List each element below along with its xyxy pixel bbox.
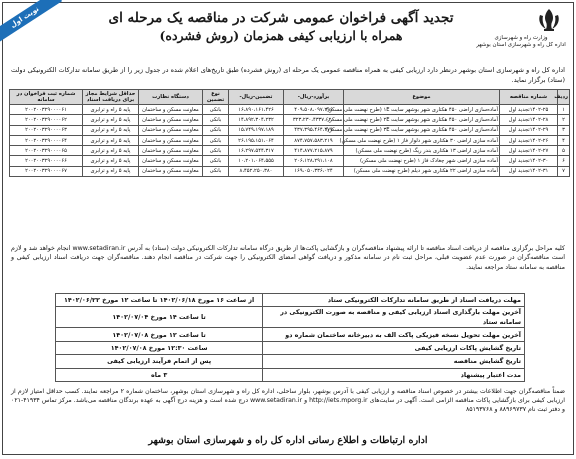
intro-paragraph: اداره کل راه و شهرسازی استان بوشهر درنظر دارد ارزیابی کیفی به همراه مناقصه عمومی یک مرحله ای (روش فشرده) طبق تاریخ‌های اعلام شده در جدول زیر را از طریق سامانه تدارکات الکترونیکی دولت (ستاد) برگزار نماید. (11, 66, 565, 84)
cell-registration-number: ۲۰۰۲۰۰۳۲۹۰۰۰۰۶۱ (10, 105, 83, 115)
footer-paragraph: ضمناً مناقصه‌گران جهت اطلاعات بیشتر در خصوص اسناد مناقصه و ارزیابی کیفی با آدرس بوشهر، بلوار ساحلی، اداره کل راه و شهرسازی استان بوشهر، ساختمان شماره ۲ مراجعه نمایند. کسب حداقل امتیاز لازم از ارزیابی کیفی برای بازگشایی پاکات مناقصه الزامی است. آگهی در سایت‌های http://iets.mporg.ir و www.setadiran.ir درج شده است و هزینه درج آگهی به عهده برندگان مناقصه می‌باشد. مرکز تماس ۴۱۹۳۴-۰۲۱ و دفتر ثبت نام ۸۸۹۶۹۷۳۷ و ۸۵۱۹۳۷۶۸ (11, 388, 565, 414)
cell-estimate: ۱۶۹،۰۵۰،۳۳۶،۰۲۴ (284, 166, 344, 176)
cell-registration-number: ۲۰۰۲۰۰۳۲۹۰۰۰۰۶۲ (10, 115, 83, 125)
cell-tender-number: ۱۴۰۲-۲۸تجدید اول (500, 115, 558, 125)
cell-guarantee-type: بانکی (203, 115, 229, 125)
deadline-row (56, 328, 525, 341)
cell-supervisor: معاونت مسکن و ساختمان (139, 115, 203, 125)
cell-tender-number: ۱۴۰۲-۲۵تجدید اول (500, 105, 558, 115)
deadline-value: پس از اتمام فرآیند ارزیابی کیفی (56, 355, 263, 368)
col-header: نوع تضمین (203, 90, 229, 105)
deadlines-table (55, 293, 525, 382)
deadline-row (56, 341, 525, 354)
deadline-row (56, 368, 525, 381)
cell-tender-number: ۱۴۰۲-۲۶تجدید اول (500, 135, 558, 145)
table-row (10, 125, 570, 135)
deadline-value: تا ساعت ۱۲ مورخ ۱۴۰۲/۰۷/۰۸ (56, 328, 263, 341)
cell-registration-number: ۲۰۰۲۰۰۳۲۹۰۰۰۰۶۷ (10, 166, 83, 176)
cell-subject: آماده سازی اراضی ۲۲ هکتاری شهر دیلم (طرح نهضت ملی مسکن) (344, 166, 500, 176)
cell-min-grade: پایه ۵ راه و ترابری (83, 105, 139, 115)
cell-registration-number: ۲۰۰۲۰۰۳۲۹۰۰۰۰۶۶ (10, 156, 83, 166)
deadline-label: آخرین مهلت بارگذاری اسناد ارزیابی کیفی و مناقصه به صورت الکترونیکی در سامانه ستاد (263, 307, 525, 328)
cell-subject: آماده سازی اراضی ۳۰ هکتاری شهر دلوار فاز ۱ (طرح نهضت ملی مسکن) (344, 135, 500, 145)
cell-guarantee: ۱۵،۷۴۹،۱۹۷،۱۸۹ (229, 125, 284, 135)
deadline-value: تا ساعت ۱۴ مورخ ۱۴۰۲/۰۷/۰۴ (56, 307, 263, 328)
cell-supervisor: معاونت مسکن و ساختمان (139, 135, 203, 145)
cell-guarantee: ۱۴،۸۹۲،۳۰۴،۲۳۲ (229, 115, 284, 125)
cell-index: ۱ (558, 105, 570, 115)
table-row (10, 156, 570, 166)
table-row (10, 135, 570, 145)
table-row (10, 105, 570, 115)
cell-subject: آماده‌سازی اراضی ۴۵۰ هکتاری شهر بوشهر سایت ۲E (طرح نهضت ملی مسکن) (344, 115, 500, 125)
cell-estimate: ۴۰۹،۵۰۸،۰۹۷،۲۹۶ (284, 105, 344, 115)
cell-tender-number: ۱۴۰۲-۳۰تجدید اول (500, 156, 558, 166)
col-header: ردیف (558, 90, 570, 105)
cell-subject: آماده سازی اراضی ۱۳ هکتاری بندر ریگ (طرح نهضت ملی مسکن) (344, 146, 500, 156)
cell-min-grade: پایه ۵ راه و ترابری (83, 156, 139, 166)
cell-guarantee-type: بانکی (203, 146, 229, 156)
deadline-row (56, 294, 525, 307)
title-line-2: همراه با ارزیابی کیفی همزمان (روش فشرده) (159, 28, 403, 43)
deadline-label: تاریخ گشایش پاکات ارزیابی کیفی (263, 341, 525, 354)
cell-index: ۴ (558, 135, 570, 145)
col-header: تضمین-ریال- (229, 90, 284, 105)
deadline-value: ۳ ماه (56, 368, 263, 381)
tenders-table (9, 89, 570, 177)
table-row (10, 166, 570, 176)
cell-supervisor: معاونت مسکن و ساختمان (139, 125, 203, 135)
cell-supervisor: معاونت مسکن و ساختمان (139, 156, 203, 166)
cell-supervisor: معاونت مسکن و ساختمان (139, 166, 203, 176)
first-round-badge (3, 3, 73, 37)
cell-tender-number: ۱۴۰۲-۲۹تجدید اول (500, 125, 558, 135)
cell-registration-number: ۲۰۰۲۰۰۳۲۹۰۰۰۰۶۴ (10, 135, 83, 145)
cell-min-grade: پایه ۵ راه و ترابری (83, 115, 139, 125)
cell-estimate: ۴۱۴،۸۷۷،۲۱۵،۸۷۹ (284, 146, 344, 156)
cell-index: ۷ (558, 166, 570, 176)
cell-guarantee-type: بانکی (203, 125, 229, 135)
cell-index: ۳ (558, 125, 570, 135)
cell-subject: آماده سازی اراضی شهر چغادک فاز ۱ (طرح نهضت ملی مسکن) (344, 156, 500, 166)
cell-min-grade: پایه ۵ راه و ترابری (83, 146, 139, 156)
deadline-value: ساعت ۱۲:۳۰ مورخ ۱۴۰۲/۰۷/۰۸ (56, 341, 263, 354)
cell-subject: آماده‌سازی اراضی ۴۵۰ هکتاری شهر بوشهر سایت ۱E (طرح نهضت ملی مسکن) (344, 105, 500, 115)
deadline-label: آخرین مهلت تحویل نسخه فیزیکی پاکت الف به دبیرخانه ساختمان شماره دو (263, 328, 525, 341)
notice-title (101, 9, 461, 44)
badge-label: نوبت اول (0, 0, 62, 45)
cell-index: ۶ (558, 156, 570, 166)
cell-supervisor: معاونت مسکن و ساختمان (139, 146, 203, 156)
iran-emblem-icon (535, 7, 563, 33)
col-header: دستگاه نظارت (139, 90, 203, 105)
deadline-row (56, 355, 525, 368)
organization-name: وزارت راه و شهرسازی اداره کل راه و شهرسازی استان بوشهر (476, 35, 566, 48)
cell-guarantee-type: بانکی (203, 156, 229, 166)
table-header-row (10, 90, 570, 105)
cell-registration-number: ۲۰۰۲۰۰۳۲۹۰۰۰۰۶۵ (10, 146, 83, 156)
cell-guarantee: ۸،۴۵۲،۲۵۰،۳۸۰ (229, 166, 284, 176)
cell-estimate: ۸۷۴،۷۵۷،۵۸۳،۲۱۹ (284, 135, 344, 145)
cell-min-grade: پایه ۵ راه و ترابری (83, 135, 139, 145)
deadline-row (56, 307, 525, 328)
title-line-1: تجدید آگهی فراخوان عمومی شرکت در مناقصه یک مرحله ای (108, 10, 454, 26)
cell-guarantee-type: بانکی (203, 105, 229, 115)
col-header: برآورد-ریال- (284, 90, 344, 105)
cell-registration-number: ۲۰۰۲۰۰۳۲۹۰۰۰۰۶۳ (10, 125, 83, 135)
col-header: شماره ثبت فراخوان در سامانه (10, 90, 83, 105)
cell-supervisor: معاونت مسکن و ساختمان (139, 105, 203, 115)
cell-estimate: ۲۰۶،۱۲۸،۲۹۱،۱۰۸ (284, 156, 344, 166)
cell-min-grade: پایه ۵ راه و ترابری (83, 166, 139, 176)
deadline-label: مهلت دریافت اسناد از طریق سامانه تدارکات الکترونیکی ستاد (263, 294, 525, 307)
cell-index: ۵ (558, 146, 570, 156)
cell-guarantee-type: بانکی (203, 166, 229, 176)
col-header: موضوع (344, 90, 500, 105)
table-row (10, 115, 570, 125)
cell-guarantee: ۱۰،۲۰۱،۰۶۴،۵۵۵ (229, 156, 284, 166)
cell-guarantee-type: بانکی (203, 135, 229, 145)
cell-guarantee: ۱۶،۲۹۷،۵۴۴،۳۱۷ (229, 146, 284, 156)
cell-index: ۲ (558, 115, 570, 125)
procedure-paragraph: کلیه مراحل برگزاری مناقصه از دریافت اسناد مناقصه تا ارائه پیشنهاد مناقصه‌گران و بازگشایی پاکت‌ها از طریق درگاه سامانه تدارکات الکترونیکی دولت (ستاد) به آدرس www.setadiran.ir انجام خواهد شد و لازم است مناقصه‌گران در صورت عدم عضویت قبلی، مراحل ثبت نام در سامانه مذکور و دریافت گواهی امضای الکترونیکی را جهت شرکت در مناقصه انجام دهند. مناقصه‌گران جهت دریافت اسناد ارزیابی کیفی و مناقصه به سامانه ستاد مراجعه نمایند. (11, 245, 565, 271)
col-header: شماره مناقصه (500, 90, 558, 105)
cell-guarantee: ۲۶،۱۹۵،۱۵۱،۰۶۴ (229, 135, 284, 145)
cell-guarantee: ۱۶،۸۹۰،۱۶۱،۴۲۶ (229, 105, 284, 115)
cell-min-grade: پایه ۵ راه و ترابری (83, 125, 139, 135)
deadline-label: تاریخ گشایش مناقصه (263, 355, 525, 368)
cell-estimate: ۳۲۳،۲۳۰،۴۳۳۷،۰۲۰ (284, 115, 344, 125)
notice-header (3, 3, 573, 65)
cell-tender-number: ۱۴۰۲-۳۱تجدید اول (500, 166, 558, 176)
table-row (10, 146, 570, 156)
col-header: حداقل شرایط مجاز برای دریافت اسناد (83, 90, 139, 105)
signature-line: اداره ارتباطات و اطلاع رسانی اداره کل راه و شهرسازی استان بوشهر (148, 435, 428, 446)
deadline-value: از ساعت ۱۶ مورخ ۱۴۰۲/۰۶/۱۸ تا ساعت ۱۲ مورخ ۱۴۰۲/۰۶/۲۲ (56, 294, 263, 307)
deadline-label: مدت اعتبار پیشنهاد (263, 368, 525, 381)
tender-notice (2, 2, 574, 455)
cell-tender-number: ۱۴۰۲-۲۷تجدید اول (500, 146, 558, 156)
cell-estimate: ۴۳۷،۳۹۵،۴۶۴،۴۷۹ (284, 125, 344, 135)
cell-subject: آماده‌سازی اراضی ۴۵۰ هکتاری شهر بوشهر سایت ۳E (طرح نهضت ملی مسکن) (344, 125, 500, 135)
